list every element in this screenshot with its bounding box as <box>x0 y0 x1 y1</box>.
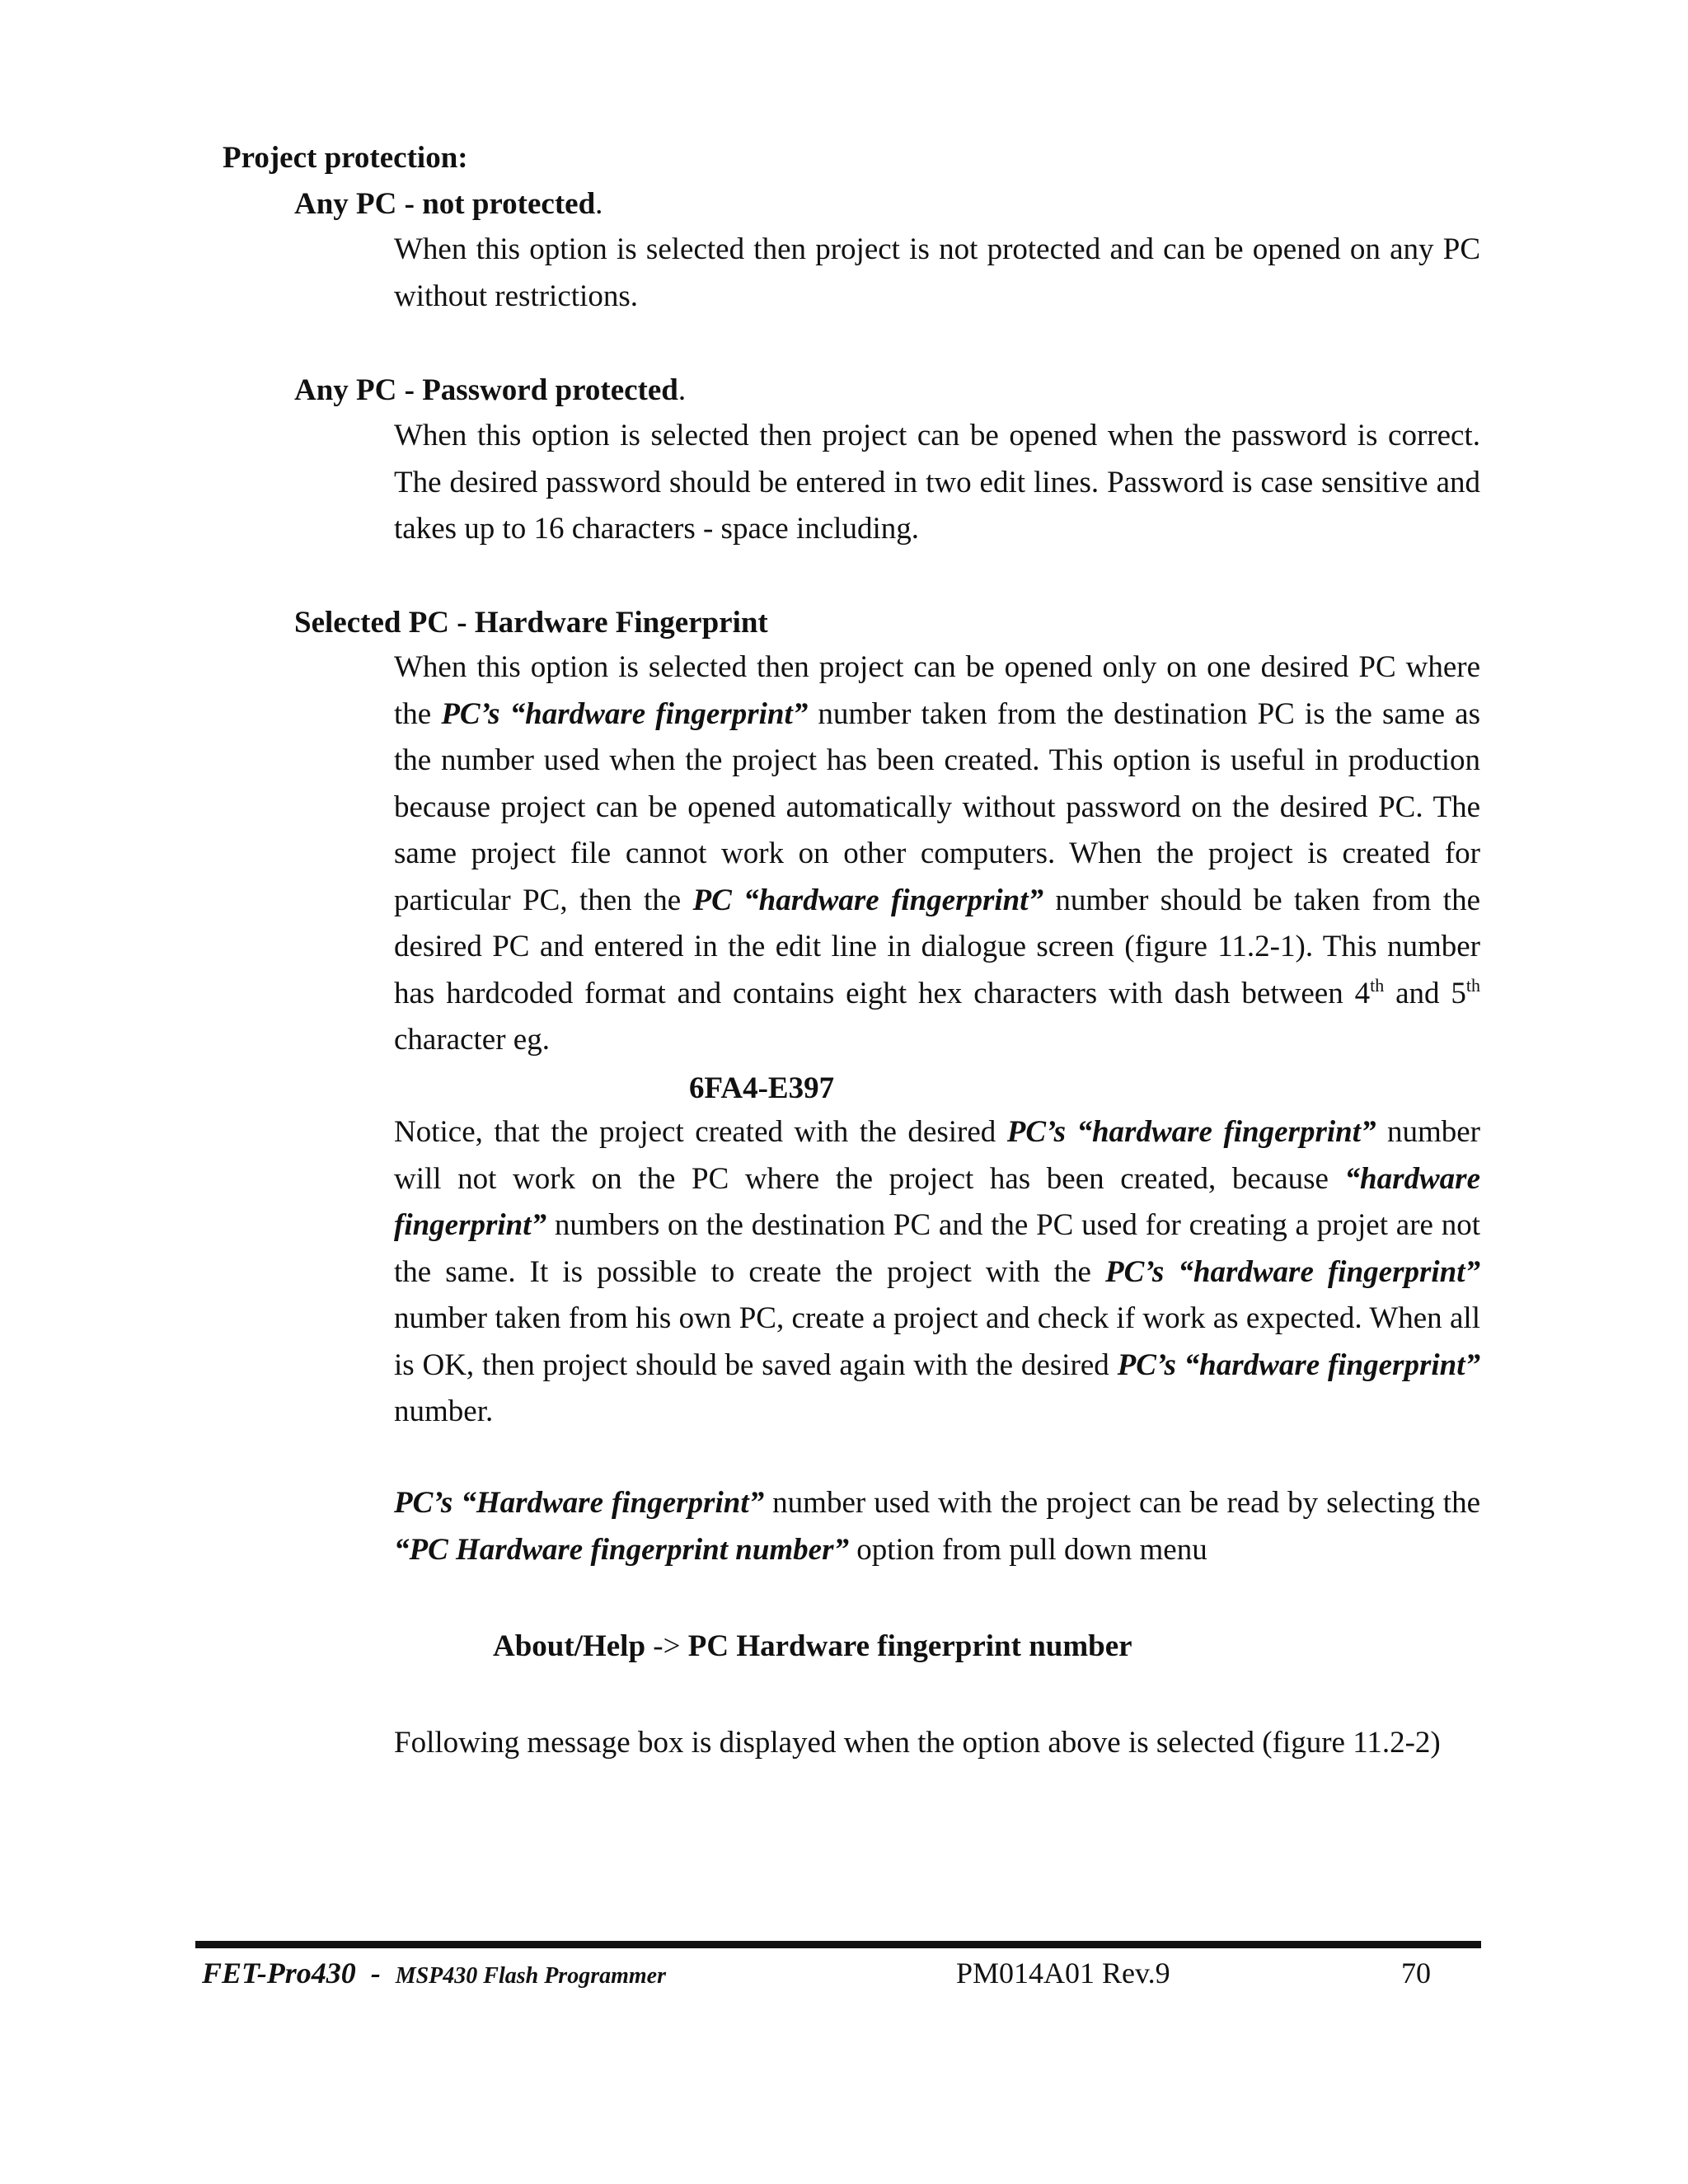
footer-product-name: FET-Pro430 <box>202 1957 356 1990</box>
fingerprint-description-paragraph <box>394 644 1480 1064</box>
option-title-text: Any PC - Password protected <box>294 373 678 407</box>
emphasis: PC’s “hardware fingerprint” <box>1105 1254 1480 1289</box>
text-run: number should be taken from the desired PC and entered in the edit line in dialogue screen (figure 11.2-1). This number has hardcoded format and contains eight hex characters with dash between 4 <box>394 883 1480 1010</box>
text-run: When this option is selected then project can be opened only on one desired PC where the <box>394 650 1480 731</box>
footer-document-id: PM014A01 Rev.9 <box>956 1957 1170 1990</box>
emphasis: PC’s “hardware fingerprint” <box>1117 1347 1480 1382</box>
option-title-dot: . <box>595 187 603 221</box>
option-any-pc-not-protected-title <box>294 185 603 224</box>
emphasis: “PC Hardware fingerprint number” <box>394 1532 850 1567</box>
text-run: character eg. <box>394 1023 550 1057</box>
text-run: Notice, that the project created with the desired <box>394 1115 1007 1149</box>
emphasis: “hardware fingerprint” <box>394 1161 1480 1242</box>
option-any-pc-not-protected-body: When this option is selected then project is not protected and can be opened on any PC without restrictions. <box>394 232 1480 313</box>
superscript: th <box>1465 974 1480 996</box>
superscript: th <box>1370 974 1385 996</box>
footer-product-title <box>202 1953 666 1996</box>
text-run: number. <box>394 1394 494 1428</box>
text-run: and 5 <box>1384 976 1466 1010</box>
option-password-protected-title <box>294 371 686 410</box>
menu-path-parent: About/Help <box>493 1629 646 1663</box>
fingerprint-read-paragraph <box>394 1480 1480 1573</box>
fingerprint-notice-paragraph <box>394 1109 1480 1436</box>
option-title-text: Any PC - not protected <box>294 187 596 221</box>
text-run: numbers on the destination PC and the PC used for creating a projet are not the same. It is possible to create the project with the <box>394 1208 1480 1289</box>
menu-path <box>493 1627 1132 1666</box>
emphasis: PC “hardware fingerprint” <box>692 883 1044 917</box>
text-run: number used with the project can be read by selecting the <box>764 1486 1481 1520</box>
footer-page-number: 70 <box>1401 1957 1431 1990</box>
section-heading: Project protection: <box>223 141 468 175</box>
option-password-protected-body: When this option is selected then project can be opened when the password is correct. The desired password should be entered in two edit lines. Password is case sensitive and takes up to 16 characters - space including. <box>394 419 1480 546</box>
message-box-paragraph: Following message box is displayed when the option above is selected (figure 11.2-2) <box>394 1726 1441 1760</box>
text-run: number taken from his own PC, create a project and check if work as expected. When all is OK, then project should be saved again with the desired <box>394 1301 1480 1382</box>
option-hardware-fingerprint-title: Selected PC - Hardware Fingerprint <box>294 606 768 640</box>
text-run: number taken from the destination PC is the same as the number used when the project has been created. This option is useful in production because project can be opened automatically without password on the desired PC. The same project file cannot work on other computers. When the project is created for particular PC, then the <box>394 696 1480 917</box>
menu-path-arrow: -> <box>645 1629 688 1663</box>
emphasis: PC’s “hardware fingerprint” <box>1006 1115 1376 1149</box>
text-run: number will not work on the PC where the project has been created, because <box>394 1115 1480 1196</box>
fingerprint-example-code: 6FA4-E397 <box>689 1071 835 1105</box>
emphasis: PC’s “Hardware fingerprint” <box>394 1486 765 1520</box>
footer-subtitle: MSP430 Flash Programmer <box>395 1963 666 1989</box>
footer-separator: - <box>355 1957 396 1990</box>
emphasis: PC’s “hardware fingerprint” <box>441 696 809 731</box>
footer-rule <box>195 1941 1481 1948</box>
option-title-dot: . <box>678 373 687 407</box>
text-run: option from pull down menu <box>849 1532 1207 1567</box>
menu-path-item: PC Hardware fingerprint number <box>687 1629 1132 1663</box>
